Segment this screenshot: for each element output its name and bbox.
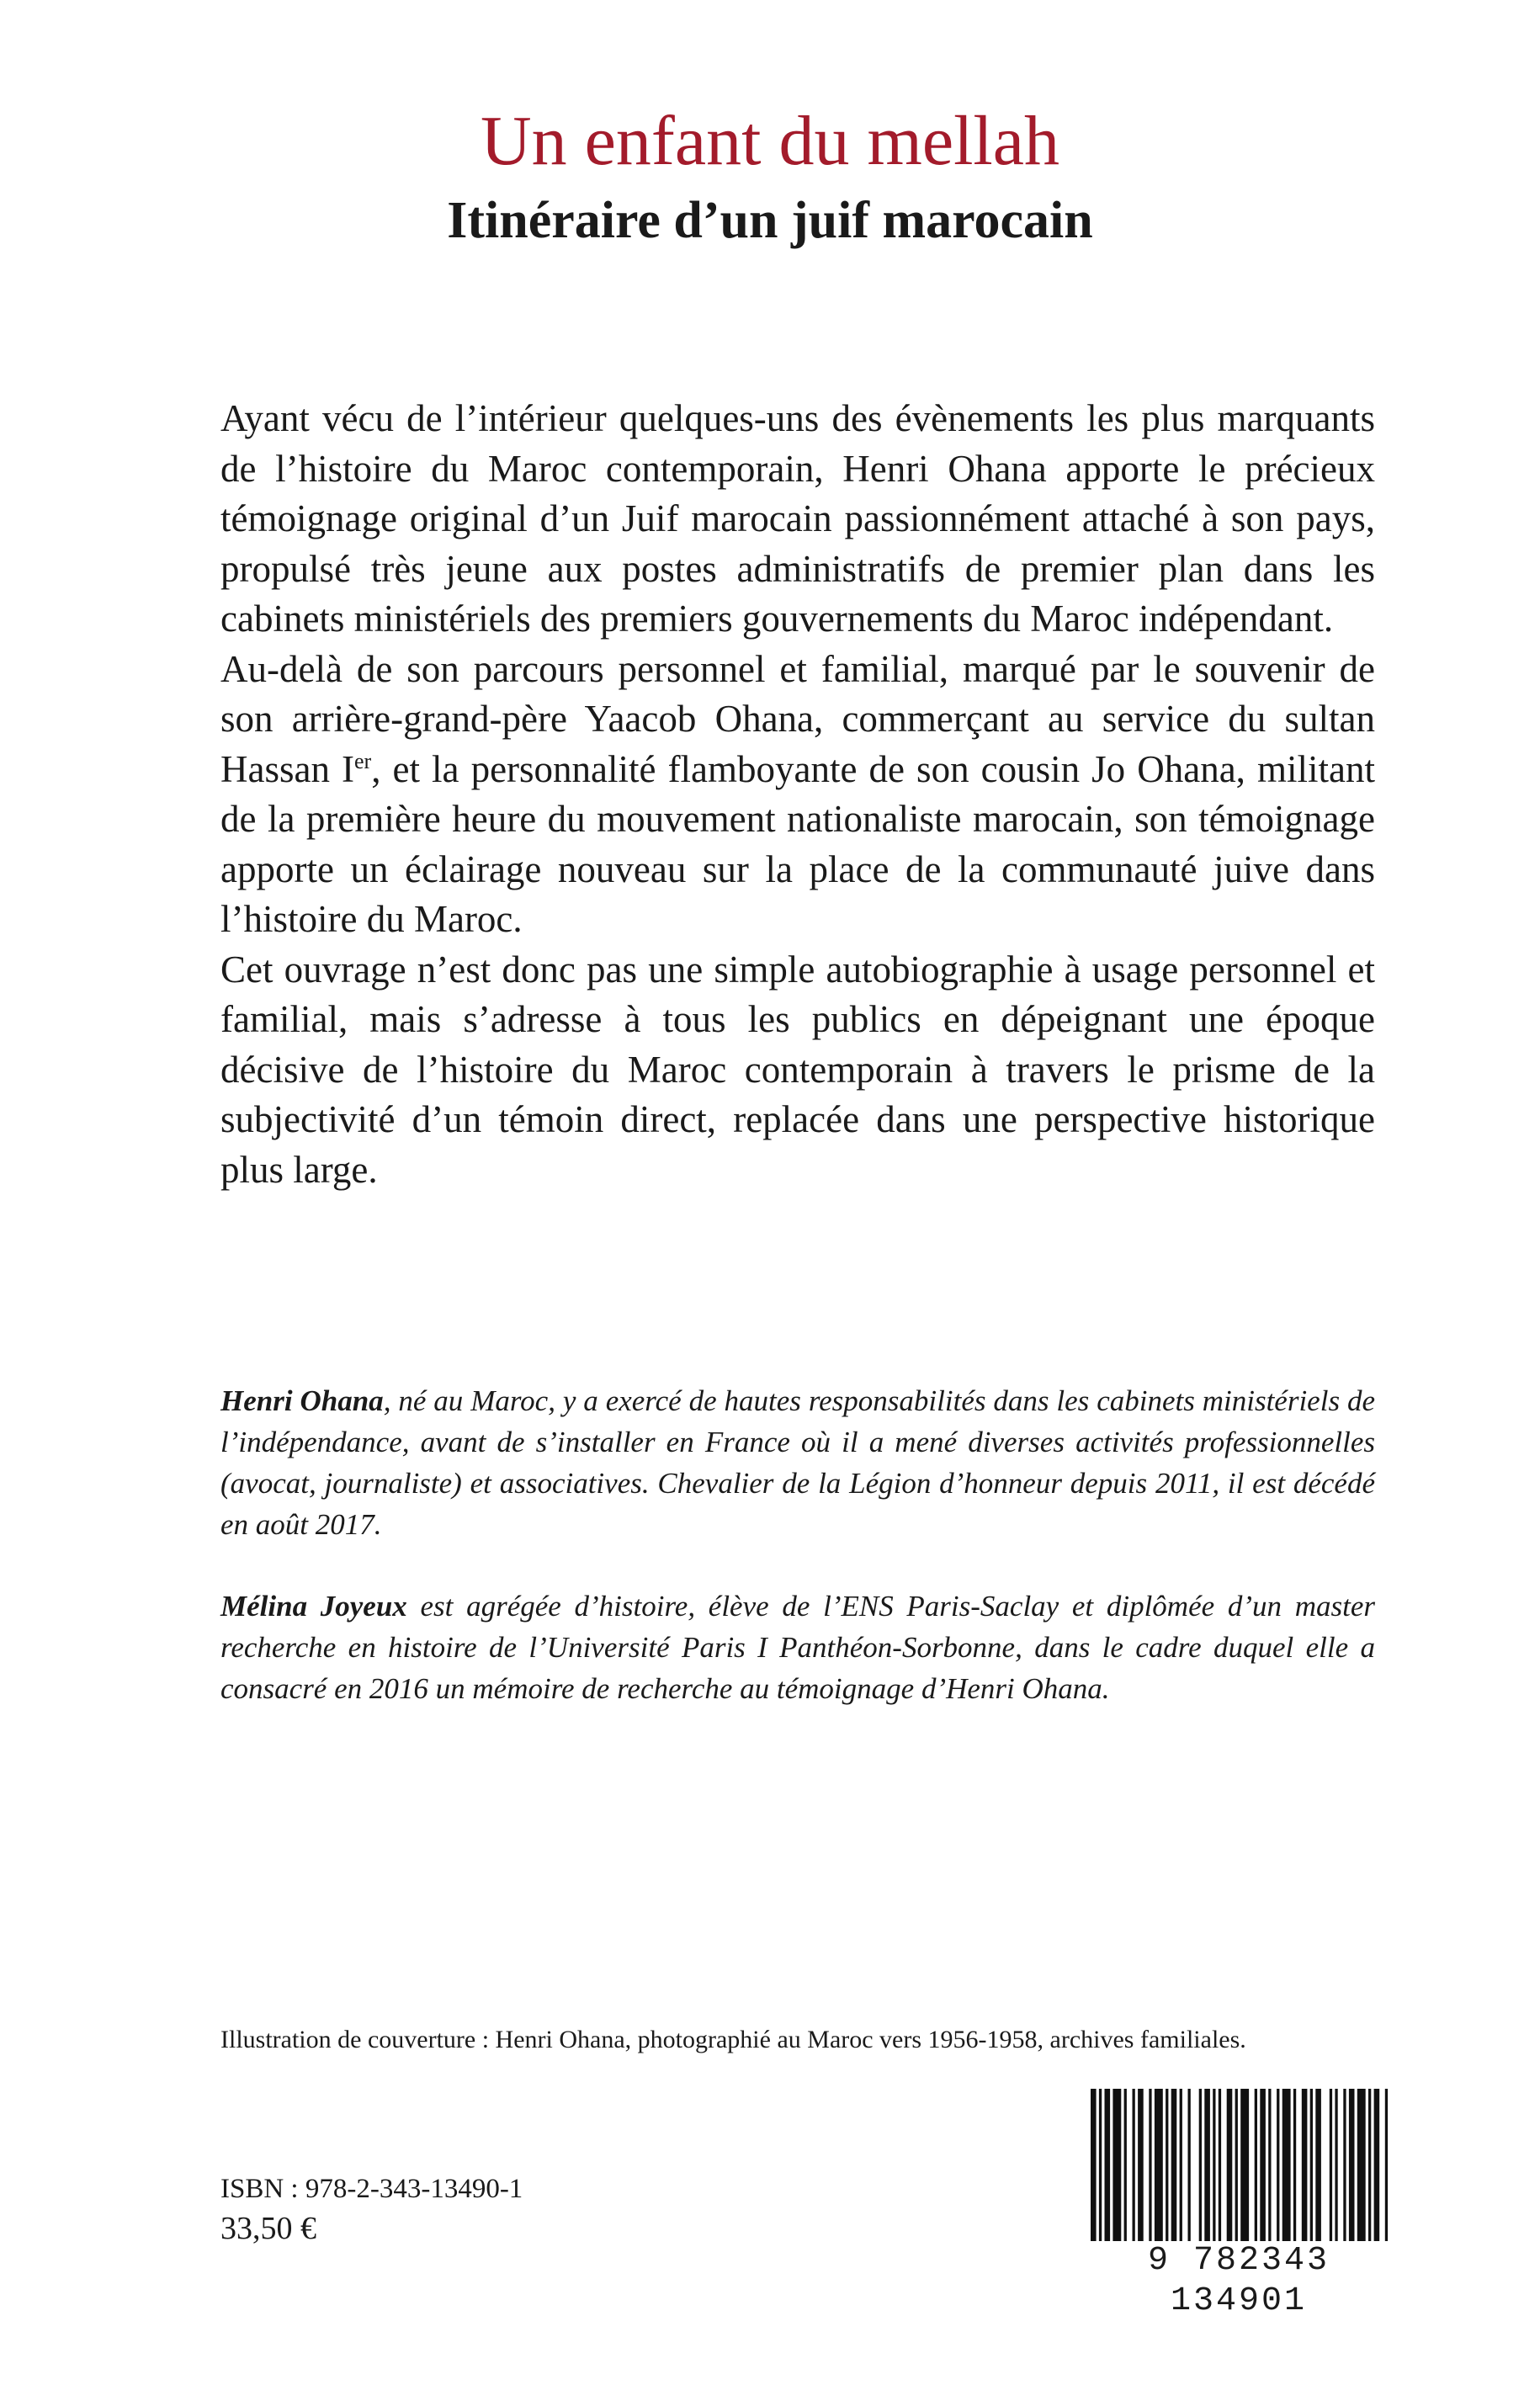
book-title: Un enfant du mellah xyxy=(480,102,1060,180)
cover-credit: Illustration de couverture : Henri Ohana, photographié au Maroc vers 1956-1958, archives familiales. xyxy=(220,2026,1246,2053)
price: 33,50 € xyxy=(220,2211,316,2246)
summary-paragraph-2-part-2: , et la personnalité flamboyante de son cousin Jo Ohana, militant de la première heure du mouvement nationaliste marocain, son témoignage apporte un éclairage nouveau sur la place de la communauté juive dans l’histoire du Maroc. xyxy=(220,747,1375,940)
author-bio-henri-ohana xyxy=(220,1380,1375,1545)
barcode xyxy=(1079,2085,1399,2320)
summary-paragraph-2-part-1: Au-delà de son parcours personnel et familial, marqué par le souvenir de son arrière-grand-père Yaacob Ohana, commerçant au service du sultan Hassan I xyxy=(220,647,1375,790)
author-name-melina-joyeux: Mélina Joyeux xyxy=(220,1590,407,1623)
summary-paragraph-3: Cet ouvrage n’est donc pas une simple autobiographie à usage personnel et familial, mais s’adresse à tous les publics en dépeignant une époque décisive de l’histoire du Maroc contemporain à travers le prisme de la subjectivité d’un témoin direct, replacée dans une perspective historique plus large. xyxy=(220,948,1375,1191)
author-bio-melina-joyeux-text: est agrégée d’histoire, élève de l’ENS Paris-Saclay et diplômée d’un master recherche en histoire de l’Université Paris I Panthéon-Sorbonne, dans le cadre duquel elle a consacré en 2016 un mémoire de recherche au témoignage d’Henri Ohana. xyxy=(220,1590,1375,1705)
summary-paragraph-2 xyxy=(220,645,1375,945)
author-bio-melina-joyeux xyxy=(220,1586,1375,1709)
book-subtitle: Itinéraire d’un juif marocain xyxy=(447,192,1093,249)
summary xyxy=(220,394,1375,1195)
isbn: ISBN : 978-2-343-13490-1 xyxy=(220,2174,523,2204)
summary-superscript: er xyxy=(354,748,372,773)
summary-paragraph-1: Ayant vécu de l’intérieur quelques-uns des évènements les plus marquants de l’histoire du Maroc contemporain, Henri Ohana apporte le précieux témoignage original d’un Juif marocain passionnément attaché à son pays, propulsé très jeune aux postes administratifs de premier plan dans les cabinets ministériels des premiers gouvernements du Maroc indépendant. xyxy=(220,397,1375,640)
barcode-digits: 9 782343 134901 xyxy=(1079,2241,1399,2281)
author-bio-henri-ohana-text: , né au Maroc, y a exercé de hautes responsabilités dans les cabinets ministériels de l’indépendance, avant de s’installer en France où il a mené diverses activités professionnelles (avocat, journaliste) et associatives. Chevalier de la Légion d’honneur depuis 2011, il est décédé en août 2017. xyxy=(220,1384,1376,1541)
author-bios xyxy=(220,1380,1375,1709)
author-name-henri-ohana: Henri Ohana xyxy=(220,1384,384,1417)
